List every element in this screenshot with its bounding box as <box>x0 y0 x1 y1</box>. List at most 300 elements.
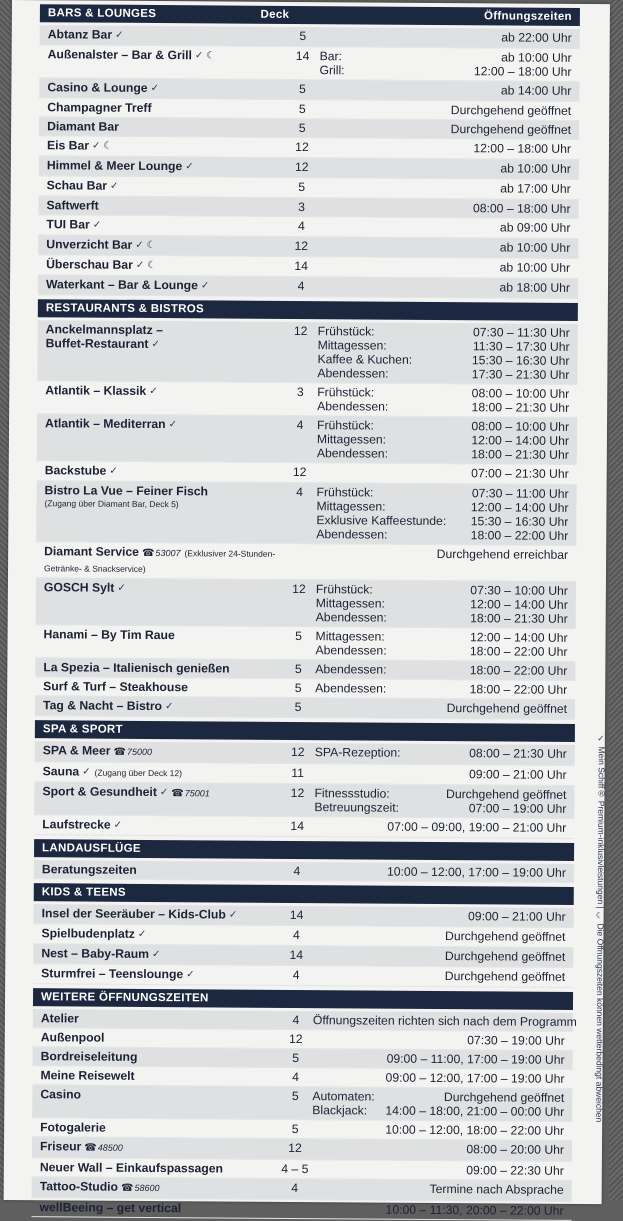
opening-hours <box>315 766 567 782</box>
venue-name <box>41 926 279 943</box>
opening-hours <box>319 160 571 176</box>
hours-line <box>312 1202 564 1218</box>
venue-label: Diamant Bar <box>47 119 119 134</box>
hours-line <box>313 1051 565 1067</box>
hours-time: 10:00 – 12:00, 18:00 – 22:00 Uhr <box>385 1123 564 1138</box>
check-icon: ✓ <box>136 259 144 273</box>
section-header <box>40 4 580 26</box>
hours-time: 07:30 – 10:00 Uhr <box>470 583 568 598</box>
time-header <box>292 894 566 896</box>
hours-line <box>319 82 571 98</box>
venue-name <box>47 100 285 116</box>
deck-number: 12 <box>278 1141 312 1155</box>
opening-hours <box>317 324 569 382</box>
hours-time: 08:00 – 21:30 Uhr <box>469 746 567 761</box>
venue-label: Meine Reisewelt <box>40 1068 134 1083</box>
opening-hours <box>314 819 566 835</box>
check-icon: ✓ <box>115 29 123 43</box>
opening-hours <box>313 928 565 944</box>
opening-hours <box>312 1202 564 1218</box>
section-1 <box>35 299 578 720</box>
deck-number: 5 <box>282 629 316 643</box>
venue-name <box>41 1011 279 1027</box>
opening-hours <box>313 1013 577 1029</box>
venue-note: (Zugang über Deck 12) <box>95 768 182 779</box>
table-row <box>34 860 574 883</box>
phone-icon: ☎ <box>84 1142 97 1156</box>
venue-name <box>47 178 285 195</box>
table-row <box>39 45 579 82</box>
hours-time: ab 17:00 Uhr <box>500 181 571 195</box>
venue-label: Diamant Service <box>44 544 139 559</box>
check-icon: ✓ <box>149 385 157 399</box>
check-icon: ✓ <box>151 82 159 96</box>
venue-name <box>41 1030 279 1046</box>
deck-number: 4 <box>284 219 318 233</box>
hours-line <box>313 928 565 944</box>
section-header <box>34 839 574 861</box>
deck-number: 4 <box>279 968 313 982</box>
phone-icon: ☎ <box>121 1182 134 1196</box>
hours-time: Durchgehend geöffnet <box>451 103 572 118</box>
deck-number: 11 <box>281 766 315 780</box>
deck-number: 5 <box>281 700 315 714</box>
hours-label: Frühstück: <box>317 385 374 399</box>
venue-label: Unverzicht Bar <box>46 237 132 252</box>
hours-time: 18:00 – 21:30 Uhr <box>472 400 570 415</box>
opening-hours <box>320 29 572 45</box>
deck-number: 4 <box>284 279 318 293</box>
table-row <box>35 696 575 720</box>
venue-name <box>47 80 285 97</box>
opening-hours <box>313 1051 565 1067</box>
hours-time: 18:00 – 22:00 Uhr <box>470 663 568 678</box>
hours-label: Mittagessen: <box>317 432 386 446</box>
section-header <box>33 988 573 1010</box>
hours-time: 17:30 – 21:30 Uhr <box>472 367 570 382</box>
opening-hours <box>319 102 571 118</box>
hours-label: Frühstück: <box>317 418 374 432</box>
table-row <box>36 578 576 629</box>
deck-number: 4 <box>283 418 317 432</box>
hours-time: ab 10:00 Uhr <box>500 260 571 274</box>
deck-number: 3 <box>283 385 317 399</box>
hours-time: 18:00 – 21:30 Uhr <box>470 611 568 626</box>
hours-line <box>318 259 570 275</box>
section-2 <box>34 720 575 839</box>
hours-time: 18:00 – 22:00 Uhr <box>471 528 569 543</box>
table-row <box>37 414 577 465</box>
venue-label: Tag & Nacht – Bistro <box>43 698 162 713</box>
deck-number: 5 <box>281 681 315 695</box>
opening-hours <box>312 1162 564 1178</box>
venue-label: Sport & Gesundheit <box>42 784 157 799</box>
hours-label: Frühstück: <box>316 582 373 596</box>
hours-time: ab 10:00 Uhr <box>500 240 571 254</box>
hours-line <box>317 465 569 481</box>
deck-number: 5 <box>281 662 315 676</box>
hours-time: 15:30 – 16:30 Uhr <box>472 353 570 368</box>
venue-name <box>40 1120 278 1136</box>
check-icon: ✓ <box>229 909 237 923</box>
hours-time: 10:00 – 12:00, 17:00 – 19:00 Uhr <box>387 865 566 880</box>
hours-time: Durchgehend geöffnet <box>444 1090 565 1105</box>
hours-line <box>312 1181 564 1197</box>
venue-name <box>47 158 285 175</box>
hours-label: Abendessen: <box>317 366 388 380</box>
phone-icon: ☎ <box>113 746 126 760</box>
opening-hours <box>315 662 567 678</box>
deck-number: 5 <box>278 1122 312 1136</box>
hours-time: 10:00 – 11:30, 20:00 – 22:00 Uhr <box>386 1203 564 1218</box>
hours-line <box>313 1013 577 1029</box>
opening-hours <box>313 968 565 984</box>
hours-label: Bar: <box>320 49 342 63</box>
venue-name <box>46 277 284 294</box>
hours-label: Mittagessen: <box>316 629 385 643</box>
phone-icon: ☎ <box>142 547 155 561</box>
deck-number: 3 <box>285 200 319 214</box>
opening-hours <box>319 200 571 216</box>
venue-label: wellBeeing – get vertical <box>40 1200 182 1215</box>
hours-line <box>316 610 568 626</box>
opening-hours <box>312 1089 564 1119</box>
hours-label: Kaffee & Kuchen: <box>317 352 412 367</box>
phone-number: 75000 <box>127 747 152 757</box>
time-header <box>296 310 570 312</box>
deck-number: 12 <box>285 140 319 154</box>
phone-number: 53007 <box>155 548 180 558</box>
hours-label: Abendessen: <box>317 446 388 460</box>
deck-number: 5 <box>278 1089 312 1103</box>
hours-line <box>319 102 571 118</box>
hours-time: 12:00 – 14:00 Uhr <box>470 630 568 645</box>
venue-name <box>44 580 282 597</box>
hours-time: ab 10:00 Uhr <box>500 161 571 175</box>
hours-line <box>315 681 567 697</box>
opening-hours <box>315 745 567 761</box>
hours-time: 15:30 – 16:30 Uhr <box>471 514 569 529</box>
venue-name <box>44 483 282 511</box>
hours-time: 08:00 – 10:00 Uhr <box>471 419 569 434</box>
opening-hours <box>313 1032 565 1048</box>
hours-time: Termine nach Absprache <box>430 1182 564 1197</box>
venue-name <box>40 1068 278 1084</box>
opening-hours <box>314 786 566 816</box>
hours-line <box>317 446 569 462</box>
hours-line <box>318 279 570 295</box>
hours-line <box>316 527 568 543</box>
deck-number: 4 <box>279 1013 313 1027</box>
check-icon: ✓ <box>135 239 143 253</box>
venue-name <box>40 1139 278 1157</box>
deck-number: 5 <box>279 1051 313 1065</box>
opening-hours <box>312 1141 564 1157</box>
venue-label: Sauna <box>43 764 80 778</box>
venue-label: Insel der Seeräuber – Kids-Club <box>42 906 226 921</box>
deck-number: 4 – 5 <box>278 1162 312 1176</box>
check-icon: ✓ <box>117 582 125 596</box>
hours-time: 07:30 – 11:30 Uhr <box>473 325 570 340</box>
deck-number: 5 <box>285 121 319 135</box>
hours-time: 07:00 – 09:00, 19:00 – 21:00 Uhr <box>387 820 566 835</box>
venue-label: Spielbudenplatz <box>41 926 135 941</box>
venue-label: Hanami – By Tim Raue <box>44 627 175 642</box>
opening-hours <box>315 629 567 659</box>
hours-label: Abendessen: <box>316 527 387 541</box>
hours-time: ab 09:00 Uhr <box>500 220 571 234</box>
check-icon: ✓ <box>160 786 168 800</box>
hours-line <box>315 745 567 761</box>
hours-time: 12:00 – 18:00 Uhr <box>473 141 571 156</box>
venue-name <box>48 47 286 64</box>
check-icon: ✓ <box>138 928 146 942</box>
venue-label: Abtanz Bar <box>48 27 112 41</box>
venue-label: GOSCH Sylt <box>44 580 115 594</box>
hours-time: 07:00 – 19:00 Uhr <box>469 801 567 816</box>
opening-hours <box>318 279 570 295</box>
hours-line <box>317 399 569 415</box>
hours-label: Frühstück: <box>318 324 375 338</box>
opening-hours <box>315 681 567 697</box>
deck-number: 14 <box>286 49 320 63</box>
section-4 <box>33 883 574 988</box>
venue-subnote: (Zugang über Diamant Bar, Deck 5) <box>44 497 282 511</box>
opening-hours <box>315 700 567 716</box>
check-icon: ✓ <box>151 338 159 352</box>
hours-line <box>319 180 571 196</box>
venue-note: (Exklusiver 24-Stunden-Getränke- & Snackservice) <box>44 548 275 574</box>
venue-label: Laufstrecke <box>42 817 111 831</box>
venue-label: Surf & Turf – Steakhouse <box>43 679 188 694</box>
hours-time: Öffnungszeiten richten sich nach dem Programm <box>313 1013 577 1029</box>
opening-hours <box>319 140 571 156</box>
venue-name <box>40 1087 278 1103</box>
deck-number: 12 <box>285 160 319 174</box>
venue-name <box>45 416 283 433</box>
check-icon: ✓ <box>114 819 122 833</box>
section-5 <box>32 988 574 1221</box>
deck-number: 12 <box>281 745 315 759</box>
hours-time: 18:00 – 21:30 Uhr <box>471 447 569 462</box>
hours-time: 08:00 – 10:00 Uhr <box>472 386 570 401</box>
opening-hours <box>316 485 568 543</box>
venue-label: Neuer Wall – Einkaufspassagen <box>40 1160 223 1175</box>
venue-label: Fotogalerie <box>40 1120 106 1134</box>
hours-line <box>318 239 570 255</box>
opening-hours <box>318 239 570 255</box>
hours-line <box>314 819 566 835</box>
venue-label: Außenalster – Bar & Grill <box>48 47 192 62</box>
hours-time: ab 18:00 Uhr <box>499 280 570 294</box>
hours-line <box>320 29 572 45</box>
venue-name <box>43 660 281 676</box>
hours-time: 08:00 – 18:00 Uhr <box>473 201 571 216</box>
hours-line <box>319 140 571 156</box>
hours-label: Abendessen: <box>317 399 388 413</box>
venue-label: TUI Bar <box>46 217 89 231</box>
section-title: RESTAURANTS & BISTROS <box>46 302 250 315</box>
section-3 <box>34 839 574 883</box>
check-icon: ✓ <box>195 49 203 63</box>
side-note: ✓ Mein Schiff® Premium-inklusivleistungen | ☾ Die Öffnungszeiten können wetterbedingt abweichen <box>592 734 607 1204</box>
deck-number: 12 <box>283 465 317 479</box>
hours-time: 09:00 – 11:00, 17:00 – 19:00 Uhr <box>387 1052 565 1067</box>
hours-line <box>315 643 567 659</box>
hours-label: Abendessen: <box>316 610 387 624</box>
deck-number: 14 <box>280 908 314 922</box>
hours-time: Durchgehend geöffnet <box>445 969 566 984</box>
table-row <box>38 275 578 299</box>
venue-label: Casino <box>40 1087 81 1101</box>
opening-hours <box>318 219 570 235</box>
check-icon: ✓ <box>82 766 90 780</box>
check-icon: ✓ <box>186 968 194 982</box>
check-icon: ✓ <box>185 160 193 174</box>
venue-name <box>45 463 283 480</box>
opening-hours <box>317 418 569 462</box>
venue-label: Überschau Bar <box>46 257 133 272</box>
time-header <box>292 850 566 852</box>
venue-name <box>44 627 282 643</box>
hours-time: Durchgehend geöffnet <box>451 122 572 137</box>
weather-icon: ☾ <box>147 259 156 273</box>
phone-icon: ☎ <box>171 787 184 801</box>
opening-hours <box>317 465 569 481</box>
section-header <box>34 883 574 905</box>
deck-number: 4 <box>283 485 317 499</box>
hours-time: 07:00 – 21:30 Uhr <box>471 466 569 481</box>
table-row <box>34 815 574 839</box>
venue-label: Backstube <box>45 463 107 477</box>
hours-label: SPA-Rezeption: <box>315 745 401 760</box>
venue-name <box>44 544 282 577</box>
table-row <box>32 1198 572 1221</box>
time-header <box>293 731 567 733</box>
opening-hours <box>312 1181 564 1197</box>
deck-number: 4 <box>279 928 313 942</box>
section-title: BARS & LOUNGES <box>48 7 252 20</box>
venue-label: Beratungszeiten <box>42 862 137 877</box>
venue-label: Saftwerft <box>47 198 99 212</box>
hours-time: 09:00 – 21:00 Uhr <box>468 909 566 924</box>
venue-name <box>41 966 279 983</box>
hours-line <box>316 546 568 562</box>
table-row <box>33 964 573 988</box>
hours-line <box>312 1122 564 1138</box>
venue-name <box>43 698 281 715</box>
venue-label: Bordreiseleitung <box>41 1049 138 1064</box>
hours-label: Betreuungszeit: <box>314 800 399 815</box>
opening-hours <box>319 82 571 98</box>
hours-time: 09:00 – 12:00, 17:00 – 19:00 Uhr <box>386 1071 565 1086</box>
hours-line <box>312 1070 564 1086</box>
venue-label: Bistro La Vue – Feiner Fisch <box>45 483 209 498</box>
venue-label: Nest – Baby-Raum <box>41 946 149 961</box>
venue-label: Friseur <box>40 1139 81 1153</box>
venue-name <box>41 946 279 963</box>
check-icon: ✓ <box>93 219 101 233</box>
venue-label: Himmel & Meer Lounge <box>47 158 183 173</box>
weather-icon: ☾ <box>103 140 112 154</box>
hours-line <box>315 662 567 678</box>
venue-name <box>43 764 281 781</box>
check-icon: ✓ <box>109 465 117 479</box>
table-row <box>37 320 577 385</box>
hours-time: 18:00 – 22:00 Uhr <box>470 644 568 659</box>
opening-hours <box>316 582 568 626</box>
venue-name <box>43 743 281 761</box>
hours-time: Durchgehend geöffnet <box>446 787 567 802</box>
hours-time: 14:00 – 18:00, 21:00 – 00:00 Uhr <box>385 1104 564 1119</box>
venue-label: Champagner Treff <box>47 100 151 115</box>
opening-hours <box>312 1122 564 1138</box>
table-row <box>36 542 576 582</box>
venue-name <box>47 198 285 214</box>
weather-icon: ☾ <box>147 239 156 253</box>
hours-line <box>312 1162 564 1178</box>
hours-time: 12:00 – 14:00 Uhr <box>470 597 568 612</box>
deck-number: 5 <box>285 82 319 96</box>
hours-line <box>315 766 567 782</box>
hours-time: 09:00 – 21:00 Uhr <box>469 767 567 782</box>
hours-label: Abendessen: <box>315 662 386 676</box>
venue-name <box>42 817 280 834</box>
opening-hours <box>312 1070 564 1086</box>
table-row <box>35 625 575 662</box>
venue-label: Außenpool <box>41 1030 105 1044</box>
hours-time: 09:00 – 22:30 Uhr <box>466 1163 564 1178</box>
deck-number: 4 <box>278 1070 312 1084</box>
opening-hours <box>316 546 568 562</box>
deck-number: 5 <box>285 180 319 194</box>
opening-hours <box>319 121 571 137</box>
weather-icon: ☾ <box>206 49 215 63</box>
opening-hours <box>319 180 571 196</box>
hours-time: 18:00 – 22:00 Uhr <box>470 682 568 697</box>
check-icon: ✓ <box>165 700 173 714</box>
hours-label: Abendessen: <box>315 643 386 657</box>
table-row <box>34 782 574 819</box>
phone-number: 48500 <box>98 1143 123 1153</box>
deck-number: 5 <box>285 102 319 116</box>
hours-line <box>312 1103 564 1119</box>
opening-hours <box>314 908 566 924</box>
hours-line <box>314 908 566 924</box>
hours-line <box>314 864 566 880</box>
venue-name <box>42 862 280 878</box>
venue-label: Eis Bar <box>47 138 89 152</box>
section-title: SPA & SPORT <box>43 723 247 736</box>
hours-line <box>313 1032 565 1048</box>
venue-name <box>48 27 286 44</box>
schedule-sheet <box>4 0 610 1204</box>
opening-hours <box>318 259 570 275</box>
time-header <box>291 999 565 1001</box>
venue-label: Anckelmannsplatz – <box>46 322 163 337</box>
venue-label: La Spezia – Italienisch genießen <box>43 660 229 675</box>
deck-number: 12 <box>279 1032 313 1046</box>
hours-time: 07:30 – 19:00 Uhr <box>467 1033 565 1048</box>
deck-number: 12 <box>280 786 314 800</box>
schedule-table <box>4 4 610 1221</box>
venue-name <box>40 1160 278 1176</box>
venue-name <box>45 383 283 400</box>
hours-line <box>317 366 569 382</box>
hours-time: Durchgehend geöffnet <box>445 949 566 964</box>
hours-time: 12:00 – 18:00 Uhr <box>474 64 572 79</box>
venue-name <box>40 1200 278 1216</box>
